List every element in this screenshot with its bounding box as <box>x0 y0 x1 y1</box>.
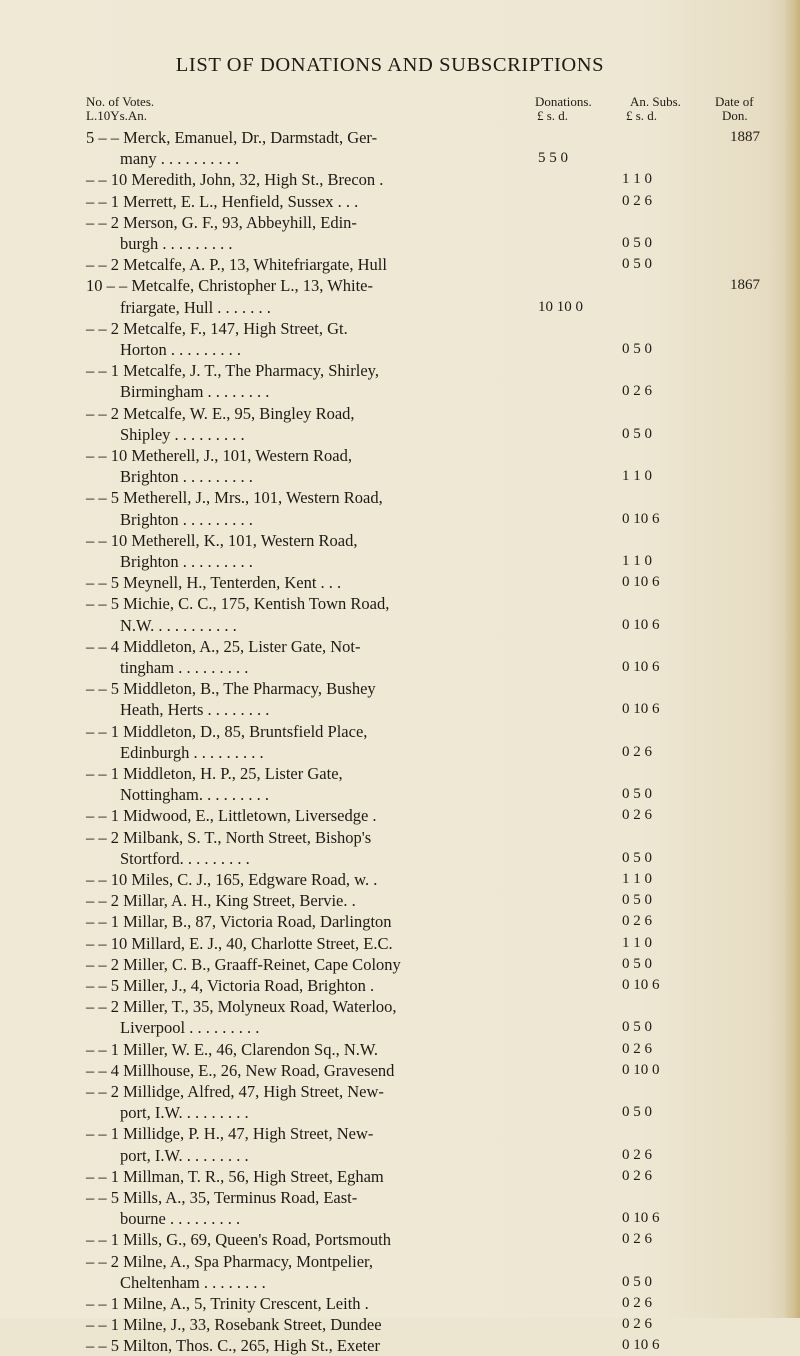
annual-subscription-amount: 0 2 6 <box>622 807 652 824</box>
annual-subscription-amount: 0 2 6 <box>622 1167 652 1184</box>
annual-subscription-amount: 0 5 0 <box>622 786 652 803</box>
entry-continuation-line: N.W. . . . . . . . . . . <box>120 615 237 635</box>
header-don: Don. <box>722 108 748 123</box>
page-edge-shadow <box>784 0 800 1318</box>
annual-subscription-amount: 0 10 0 <box>622 1061 660 1078</box>
header-date-of: Date of <box>715 94 754 109</box>
entry-continuation-line: burgh . . . . . . . . . <box>120 234 233 253</box>
annual-subscription-amount: 0 10 6 <box>622 616 660 633</box>
annual-subscription-amount: 0 2 6 <box>622 383 652 400</box>
entry-name-line: – – 5 Meynell, H., Tenterden, Kent . . . <box>86 573 342 593</box>
annual-subscription-amount: 0 5 0 <box>622 425 652 442</box>
entry-continuation-line: Brighton . . . . . . . . . <box>120 552 253 571</box>
entry-name-line: 10 – – Metcalfe, Christopher L., 13, White- <box>86 276 374 296</box>
header-annual-subs-units: £ s. d. <box>626 108 658 123</box>
entry-name-line: – – 2 Metcalfe, W. E., 95, Bingley Road, <box>86 403 355 423</box>
annual-subscription-amount: 0 2 6 <box>622 1231 652 1248</box>
annual-subscription-amount: 0 2 6 <box>622 1040 652 1057</box>
entry-continuation-line: Heath, Herts . . . . . . . . <box>120 700 270 720</box>
donation-amount: 5 5 0 <box>538 150 568 167</box>
annual-subscription-amount: 0 2 6 <box>622 1316 652 1333</box>
entry-continuation-line: Cheltenham . . . . . . . . <box>120 1272 266 1292</box>
header-l10ys: L.10Ys.An. <box>86 108 148 123</box>
annual-subscription-amount: 0 5 0 <box>622 235 652 251</box>
running-head: LIST OF DONATIONS AND SUBSCRIPTIONS <box>175 54 605 76</box>
annual-subscription-amount: 0 10 6 <box>622 701 660 718</box>
annual-subscription-amount: 0 2 6 <box>622 1295 652 1311</box>
header-donations-units: £ s. d. <box>537 108 569 123</box>
annual-subscription-amount: 1 1 0 <box>622 934 652 951</box>
date-of-donation: 1867 <box>730 277 760 294</box>
donation-amount: 10 10 0 <box>538 298 583 315</box>
entry-name-line: – – 1 Midwood, E., Littletown, Liversedge . <box>86 806 377 826</box>
entry-name-line: – – 1 Miller, W. E., 46, Clarendon Sq., N.W. <box>86 1039 379 1059</box>
annual-subscription-amount: 0 5 0 <box>622 341 652 357</box>
entry-continuation-line: friargate, Hull . . . . . . . <box>120 297 271 317</box>
annual-subscription-amount: 0 5 0 <box>622 1273 652 1290</box>
entry-name-line: – – 5 Michie, C. C., 175, Kentish Town Road, <box>86 594 390 614</box>
entry-name-line: – – 1 Metcalfe, J. T., The Pharmacy, Shirley, <box>86 361 379 381</box>
entry-name-line: – – 5 Metherell, J., Mrs., 101, Western Road, <box>86 488 383 508</box>
header-annual-subs: An. Subs. <box>630 94 681 109</box>
entry-name-line: – – 2 Millidge, Alfred, 47, High Street, New- <box>86 1082 384 1101</box>
annual-subscription-amount: 0 10 6 <box>622 659 660 675</box>
entry-name-line: – – 2 Milne, A., Spa Pharmacy, Montpelier, <box>86 1251 373 1271</box>
entry-continuation-line: port, I.W. . . . . . . . . <box>120 1145 249 1165</box>
entry-name-line: – – 1 Milne, J., 33, Rosebank Street, Dundee <box>86 1315 382 1335</box>
entry-name-line: – – 2 Millar, A. H., King Street, Bervie. . <box>86 891 356 911</box>
entry-continuation-line: Brighton . . . . . . . . . <box>120 509 253 529</box>
annual-subscription-amount: 0 10 6 <box>622 510 660 527</box>
entry-name-line: – – 2 Miller, C. B., Graaff-Reinet, Cape Colony <box>86 954 401 974</box>
annual-subscription-amount: 0 5 0 <box>622 1104 652 1121</box>
entry-name-line: – – 2 Metcalfe, F., 147, High Street, Gt. <box>86 318 348 338</box>
entry-name-line: – – 5 Mills, A., 35, Terminus Road, East- <box>86 1188 358 1207</box>
entry-name-line: – – 1 Middleton, H. P., 25, Lister Gate, <box>86 764 343 783</box>
annual-subscription-amount: 0 10 6 <box>622 574 660 591</box>
entry-name-line: – – 4 Millhouse, E., 26, New Road, Gravesend <box>86 1060 395 1080</box>
entry-continuation-line: bourne . . . . . . . . . <box>120 1209 241 1229</box>
entry-name-line: – – 1 Millidge, P. H., 47, High Street, New- <box>86 1124 374 1144</box>
annual-subscription-amount: 0 2 6 <box>622 913 652 930</box>
annual-subscription-amount: 0 5 0 <box>622 1019 652 1036</box>
entry-continuation-line: Edinburgh . . . . . . . . . <box>120 742 264 762</box>
entry-name-line: – – 1 Merrett, E. L., Henfield, Sussex . . . <box>86 191 359 211</box>
annual-subscription-amount: 0 10 6 <box>622 977 660 993</box>
header-donations: Donations. <box>535 94 592 109</box>
annual-subscription-amount: 1 1 0 <box>622 468 652 485</box>
entry-name-line: – – 10 Miles, C. J., 165, Edgware Road, w. . <box>86 870 378 889</box>
annual-subscription-amount: 0 10 6 <box>622 1210 660 1227</box>
entry-continuation-line: Shipley . . . . . . . . . <box>120 424 245 444</box>
annual-subscription-amount: 0 10 6 <box>622 1337 660 1354</box>
entry-name-line: – – 1 Mills, G., 69, Queen's Road, Portsmouth <box>86 1230 392 1250</box>
annual-subscription-amount: 0 2 6 <box>622 1146 652 1163</box>
entry-name-line: – – 10 Metherell, K., 101, Western Road, <box>86 530 358 550</box>
entry-name-line: – – 2 Merson, G. F., 93, Abbeyhill, Edin- <box>86 212 357 232</box>
entry-name-line: – – 1 Middleton, D., 85, Bruntsfield Place, <box>86 721 368 741</box>
entry-name-line: – – 5 Middleton, B., The Pharmacy, Bushey <box>86 679 376 699</box>
entry-name-line: – – 10 Meredith, John, 32, High St., Brecon . <box>86 170 384 190</box>
entry-name-line: – – 2 Miller, T., 35, Molyneux Road, Waterloo, <box>86 997 397 1017</box>
entry-continuation-line: Liverpool . . . . . . . . . <box>120 1018 260 1038</box>
entry-continuation-line: port, I.W. . . . . . . . . <box>120 1103 249 1123</box>
entry-name-line: – – 5 Milton, Thos. C., 265, High St., Exeter <box>86 1336 380 1356</box>
annual-subscription-amount: 0 2 6 <box>622 743 652 760</box>
annual-subscription-amount: 0 5 0 <box>622 849 652 866</box>
annual-subscription-amount: 0 5 0 <box>622 892 652 909</box>
entry-continuation-line: Stortford. . . . . . . . . <box>120 848 250 868</box>
entry-name-line: – – 1 Millar, B., 87, Victoria Road, Darlington <box>86 912 392 932</box>
annual-subscription-amount: 0 5 0 <box>622 955 652 972</box>
entry-name-line: – – 10 Metherell, J., 101, Western Road, <box>86 446 352 465</box>
entry-name-line: – – 4 Middleton, A., 25, Lister Gate, Not- <box>86 636 361 656</box>
entry-continuation-line: Brighton . . . . . . . . . <box>120 467 253 487</box>
entry-continuation-line: Horton . . . . . . . . . <box>120 340 241 359</box>
entry-name-line: – – 5 Miller, J., 4, Victoria Road, Brighton . <box>86 976 375 995</box>
annual-subscription-amount: 0 5 0 <box>622 256 652 273</box>
entry-continuation-line: tingham . . . . . . . . . <box>120 658 249 677</box>
annual-subscription-amount: 1 1 0 <box>622 553 652 569</box>
entry-name-line: 5 – – Merck, Emanuel, Dr., Darmstadt, Ger- <box>86 128 378 147</box>
entry-continuation-line: Nottingham. . . . . . . . . <box>120 785 269 805</box>
entry-continuation-line: Birmingham . . . . . . . . <box>120 382 270 402</box>
entry-name-line: – – 1 Milne, A., 5, Trinity Crescent, Leith . <box>86 1294 369 1313</box>
header-no-of-votes: No. of Votes. <box>86 94 155 109</box>
entry-name-line: – – 10 Millard, E. J., 40, Charlotte Street, E.C. <box>86 933 393 953</box>
date-of-donation: 1887 <box>730 129 760 145</box>
entry-continuation-line: many . . . . . . . . . . <box>120 149 240 169</box>
annual-subscription-amount: 1 1 0 <box>622 171 652 188</box>
annual-subscription-amount: 0 2 6 <box>622 192 652 209</box>
entry-name-line: – – 1 Millman, T. R., 56, High Street, Egham <box>86 1166 384 1186</box>
annual-subscription-amount: 1 1 0 <box>622 871 652 887</box>
entry-name-line: – – 2 Metcalfe, A. P., 13, Whitefriargate, Hull <box>86 255 387 275</box>
entry-name-line: – – 2 Milbank, S. T., North Street, Bishop's <box>86 827 372 847</box>
